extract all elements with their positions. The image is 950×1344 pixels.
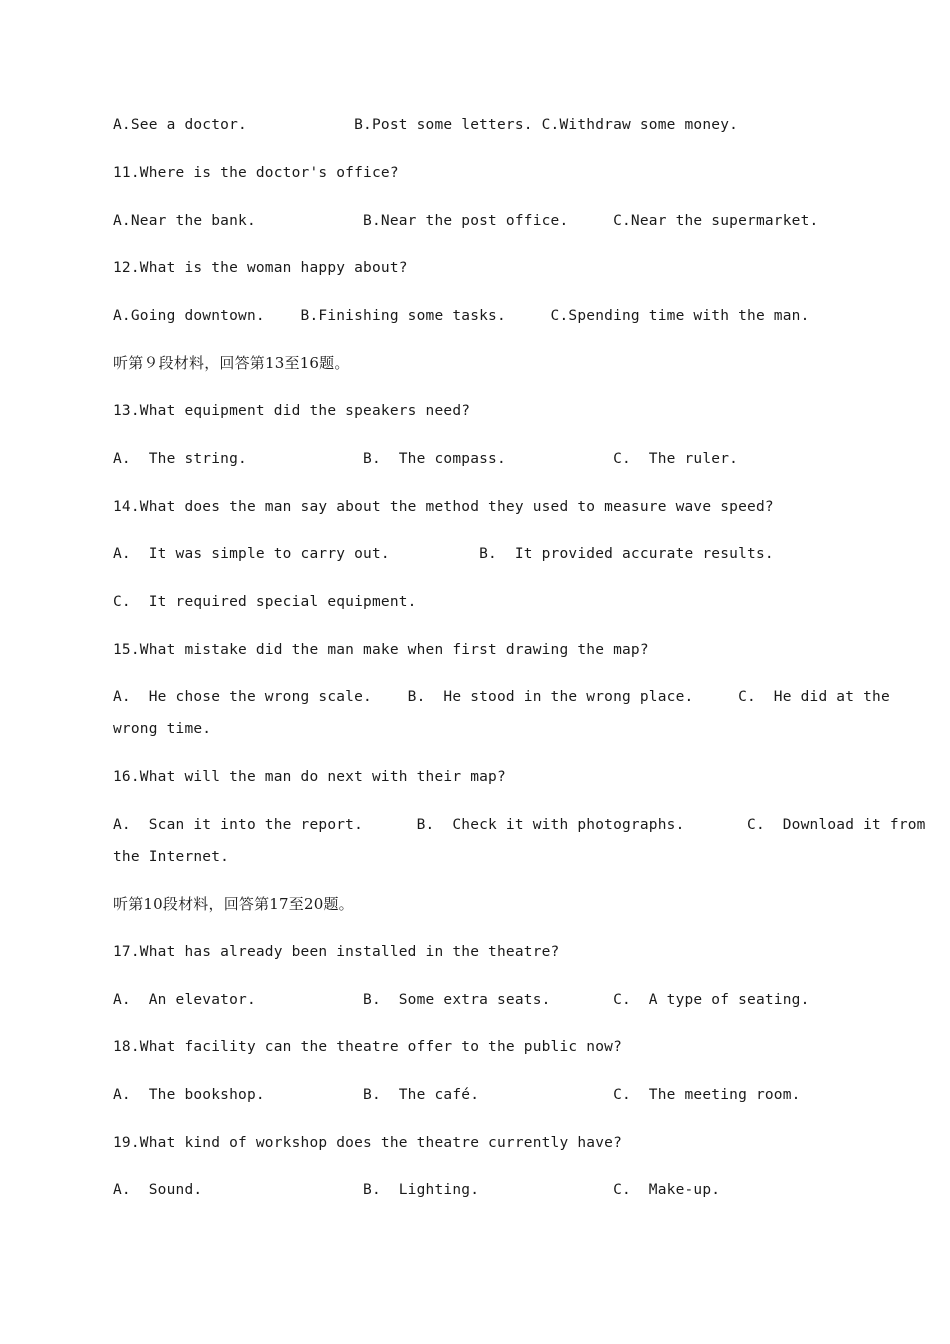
question-15-options-continued: wrong time. — [113, 721, 212, 737]
question-14-option-c: C. It required special equipment. — [113, 594, 417, 610]
question-17: 17.What has already been installed in the theatre? — [113, 944, 560, 960]
question-16: 16.What will the man do next with their map? — [113, 769, 506, 785]
question-17-options: A. An elevator. B. Some extra seats. C. A type of seating. — [113, 992, 810, 1008]
section-10-instruction: 听第10段材料，回答第17至20题。 — [113, 895, 354, 913]
question-12: 12.What is the woman happy about? — [113, 260, 408, 276]
section-9-instruction: 听第９段材料，回答第13至16题。 — [113, 354, 350, 372]
question-14: 14.What does the man say about the method they used to measure wave speed? — [113, 499, 774, 515]
question-19: 19.What kind of workshop does the theatre currently have? — [113, 1135, 622, 1151]
question-10-options: A.See a doctor. B.Post some letters. C.Withdraw some money. — [113, 117, 739, 133]
question-15: 15.What mistake did the man make when first drawing the map? — [113, 642, 649, 658]
question-13: 13.What equipment did the speakers need? — [113, 403, 471, 419]
question-12-options: A.Going downtown. B.Finishing some tasks. C.Spending time with the man. — [113, 308, 810, 324]
question-18: 18.What facility can the theatre offer to the public now? — [113, 1039, 622, 1055]
question-15-options: A. He chose the wrong scale. B. He stood in the wrong place. C. He did at the — [113, 689, 890, 705]
question-16-options-continued: the Internet. — [113, 849, 230, 865]
question-18-options: A. The bookshop. B. The café. C. The meeting room. — [113, 1087, 801, 1103]
question-14-options-ab: A. It was simple to carry out. B. It provided accurate results. — [113, 546, 774, 562]
question-11: 11.Where is the doctor's office? — [113, 165, 399, 181]
question-19-options: A. Sound. B. Lighting. C. Make-up. — [113, 1182, 721, 1198]
question-16-options: A. Scan it into the report. B. Check it with photographs. C. Download it from — [113, 817, 926, 833]
question-13-options: A. The string. B. The compass. C. The ruler. — [113, 451, 739, 467]
question-11-options: A.Near the bank. B.Near the post office. C.Near the supermarket. — [113, 213, 819, 229]
